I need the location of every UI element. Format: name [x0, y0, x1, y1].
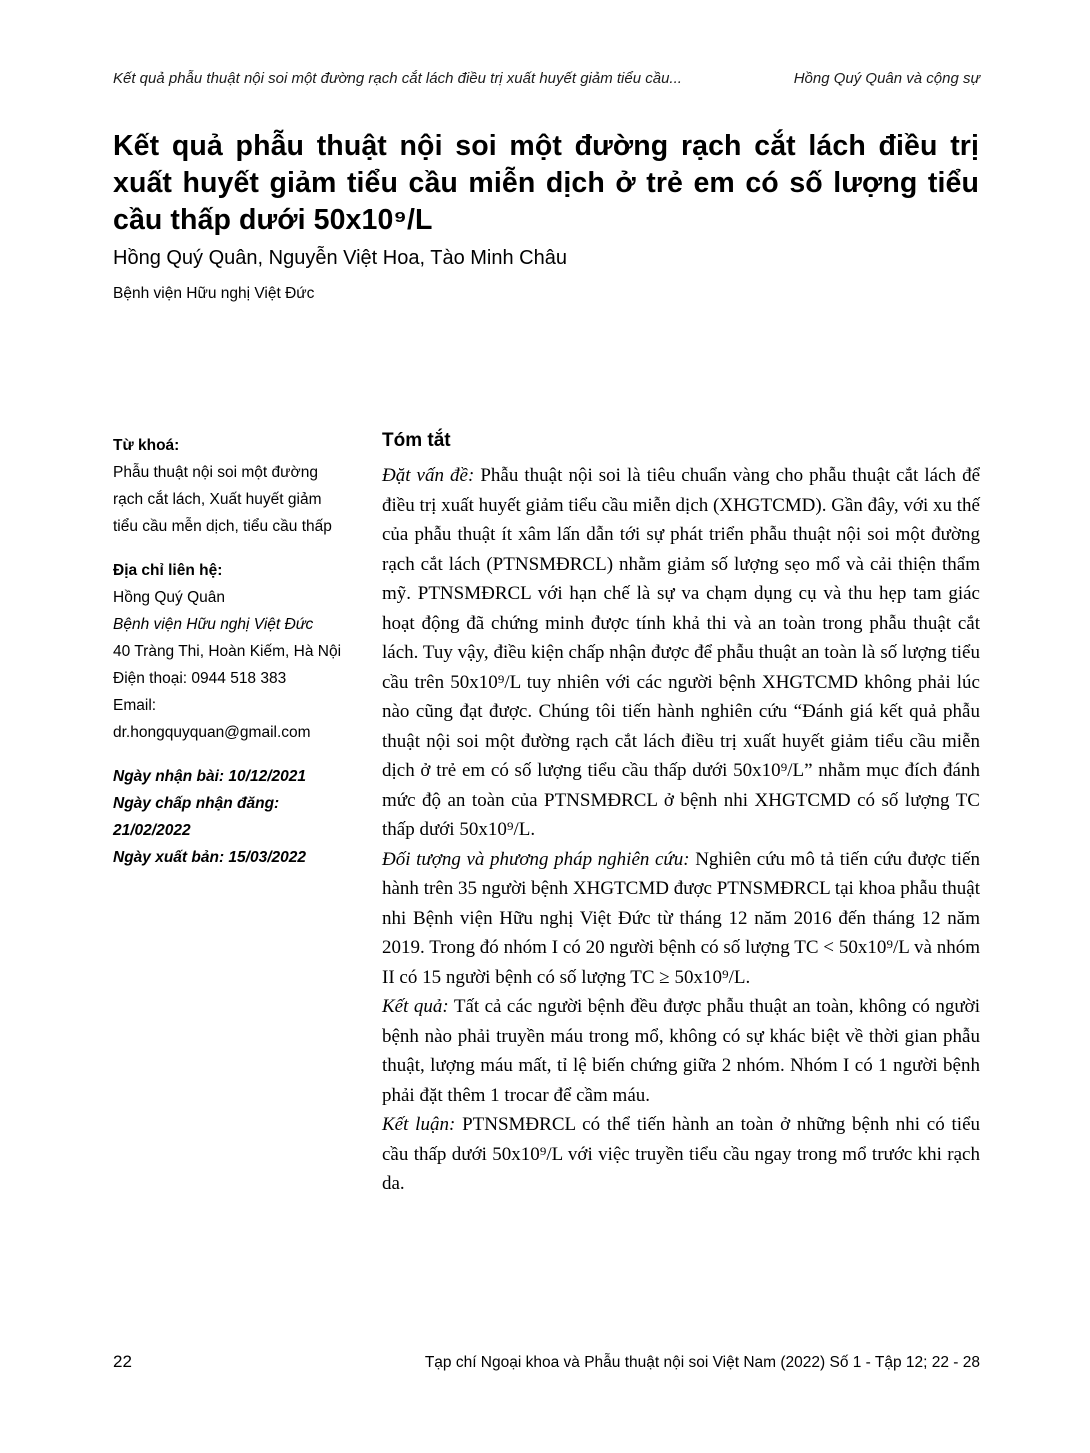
abstract-paragraph-conclusion [382, 1110, 980, 1199]
dates-section [113, 763, 350, 871]
running-header [113, 70, 980, 87]
paragraph-lead: Đối tượng và phương pháp nghiên cứu: [382, 848, 690, 870]
contact-label: Địa chỉ liên hệ: [113, 562, 223, 579]
authors-line: Hồng Quý Quân, Nguyễn Việt Hoa, Tào Minh Châu [113, 247, 567, 269]
affiliation-line: Bệnh viện Hữu nghị Việt Đức [113, 285, 315, 302]
article-title: Kết quả phẫu thuật nội soi một đường rạch cắt lách điều trị xuất huyết giảm tiểu cầu miễn dịch ở trẻ em có số lượng tiểu cầu thấp dưới 50x10⁹/L [113, 130, 979, 236]
abstract-paragraph-results [382, 992, 980, 1110]
keywords-section [113, 432, 350, 540]
date-accepted: Ngày chấp nhận đăng: 21/02/2022 [113, 795, 280, 839]
keywords-text: Phẫu thuật nội soi một đường rạch cắt lách, Xuất huyết giảm tiểu cầu mễn dịch, tiểu cầu thấp [113, 464, 332, 535]
abstract-paragraph-methods [382, 845, 980, 993]
paragraph-lead: Đặt vấn đề: [382, 465, 475, 486]
contact-email: Email: dr.hongquyquan@gmail.com [113, 697, 311, 741]
keywords-label: Từ khoá: [113, 437, 180, 454]
paragraph-text: Tất cả các người bệnh đều được phẫu thuật an toàn, không có người bệnh nào phải truyền máu trong mổ, không có sự khác biệt về thời gian phẫu thuật, lượng máu mất, tỉ lệ biến chứng giữa 2 nhóm. Nhóm I có 1 người bệnh phải đặt thêm 1 trocar để cầm máu. [382, 996, 980, 1106]
paragraph-text: PTNSMĐRCL có thể tiến hành an toàn ở những bệnh nhi có tiểu cầu thấp dưới 50x10⁹/L với việc truyền tiểu cầu ngay trong mổ trước khi rạch da. [382, 1114, 980, 1194]
contact-affiliation: Bệnh viện Hữu nghị Việt Đức [113, 616, 314, 633]
abstract-section [382, 430, 980, 1199]
running-title: Kết quả phẫu thuật nội soi một đường rạch cắt lách điều trị xuất huyết giảm tiểu cầu... [113, 70, 682, 87]
contact-address: 40 Tràng Thi, Hoàn Kiếm, Hà Nội [113, 643, 342, 660]
paragraph-text: Phẫu thuật nội soi là tiêu chuẩn vàng cho phẫu thuật cắt lách để điều trị xuất huyết giảm tiểu cầu miễn dịch (XHGTCMD). Gần đây, với xu thế của phẫu thuật ít xâm lấn dẫn tới sự phát triển phẫu thuật nội soi một đường rạch cắt lách (PTNSMĐRCL) nhằm giảm số lượng sẹo mổ và cải thiện thẩm mỹ. PTNSMĐRCL với hạn chế là sự va chạm dụng cụ và thu hẹp tam giác hoạt động đã chứng minh được tính khả thi và an toàn trong phẫu thuật cắt lách. Tuy vậy, điều kiện chấp nhận được để phẫu thuật an toàn là số lượng tiểu cầu trên 50x10⁹/L tuy nhiên với các người bệnh XHGTCMD không phải lúc nào cũng đạt được. Chúng tôi tiến hành nghiên cứu “Đánh giá kết quả phẫu thuật nội soi một đường rạch cắt lách điều trị xuất huyết giảm tiểu cầu miễn dịch ở trẻ em có số lượng tiểu cầu thấp dưới 50x10⁹/L” nhằm mục đích đánh mức độ an toàn của PTNSMĐRCL ở bệnh nhi XHGTCMD có số lượng TC thấp dưới 50x10⁹/L. [382, 465, 981, 840]
paragraph-lead: Kết quả: [382, 996, 449, 1017]
page-number: 22 [113, 1352, 132, 1371]
running-authors: Hồng Quý Quân và cộng sự [793, 70, 980, 87]
contact-phone: Điện thoại: 0944 518 383 [113, 670, 287, 687]
abstract-heading: Tóm tắt [382, 430, 451, 451]
date-received: Ngày nhận bài: 10/12/2021 [113, 768, 306, 785]
paragraph-text: Nghiên cứu mô tả tiến cứu được tiến hành trên 35 người bệnh XHGTCMD được PTNSMĐRCL tại khoa phẫu thuật nhi Bệnh viện Hữu nghị Việt Đức từ tháng 12 năm 2016 đến tháng 12 năm 2019. Trong đó nhóm I có 20 người bệnh có số lượng TC < 50x10⁹/L và nhóm II có 15 người bệnh có số lượng TC ≥ 50x10⁹/L. [382, 848, 980, 988]
paragraph-lead: Kết luận: [382, 1114, 456, 1135]
date-published: Ngày xuất bản: 15/03/2022 [113, 849, 306, 866]
contact-name: Hồng Quý Quân [113, 589, 226, 606]
sidebar [113, 432, 350, 888]
contact-section [113, 557, 350, 746]
journal-info: Tạp chí Ngoại khoa và Phẫu thuật nội soi Việt Nam (2022) Số 1 - Tập 12; 22 - 28 [424, 1354, 980, 1371]
page-footer [113, 1352, 980, 1372]
abstract-paragraph-background [382, 461, 980, 845]
